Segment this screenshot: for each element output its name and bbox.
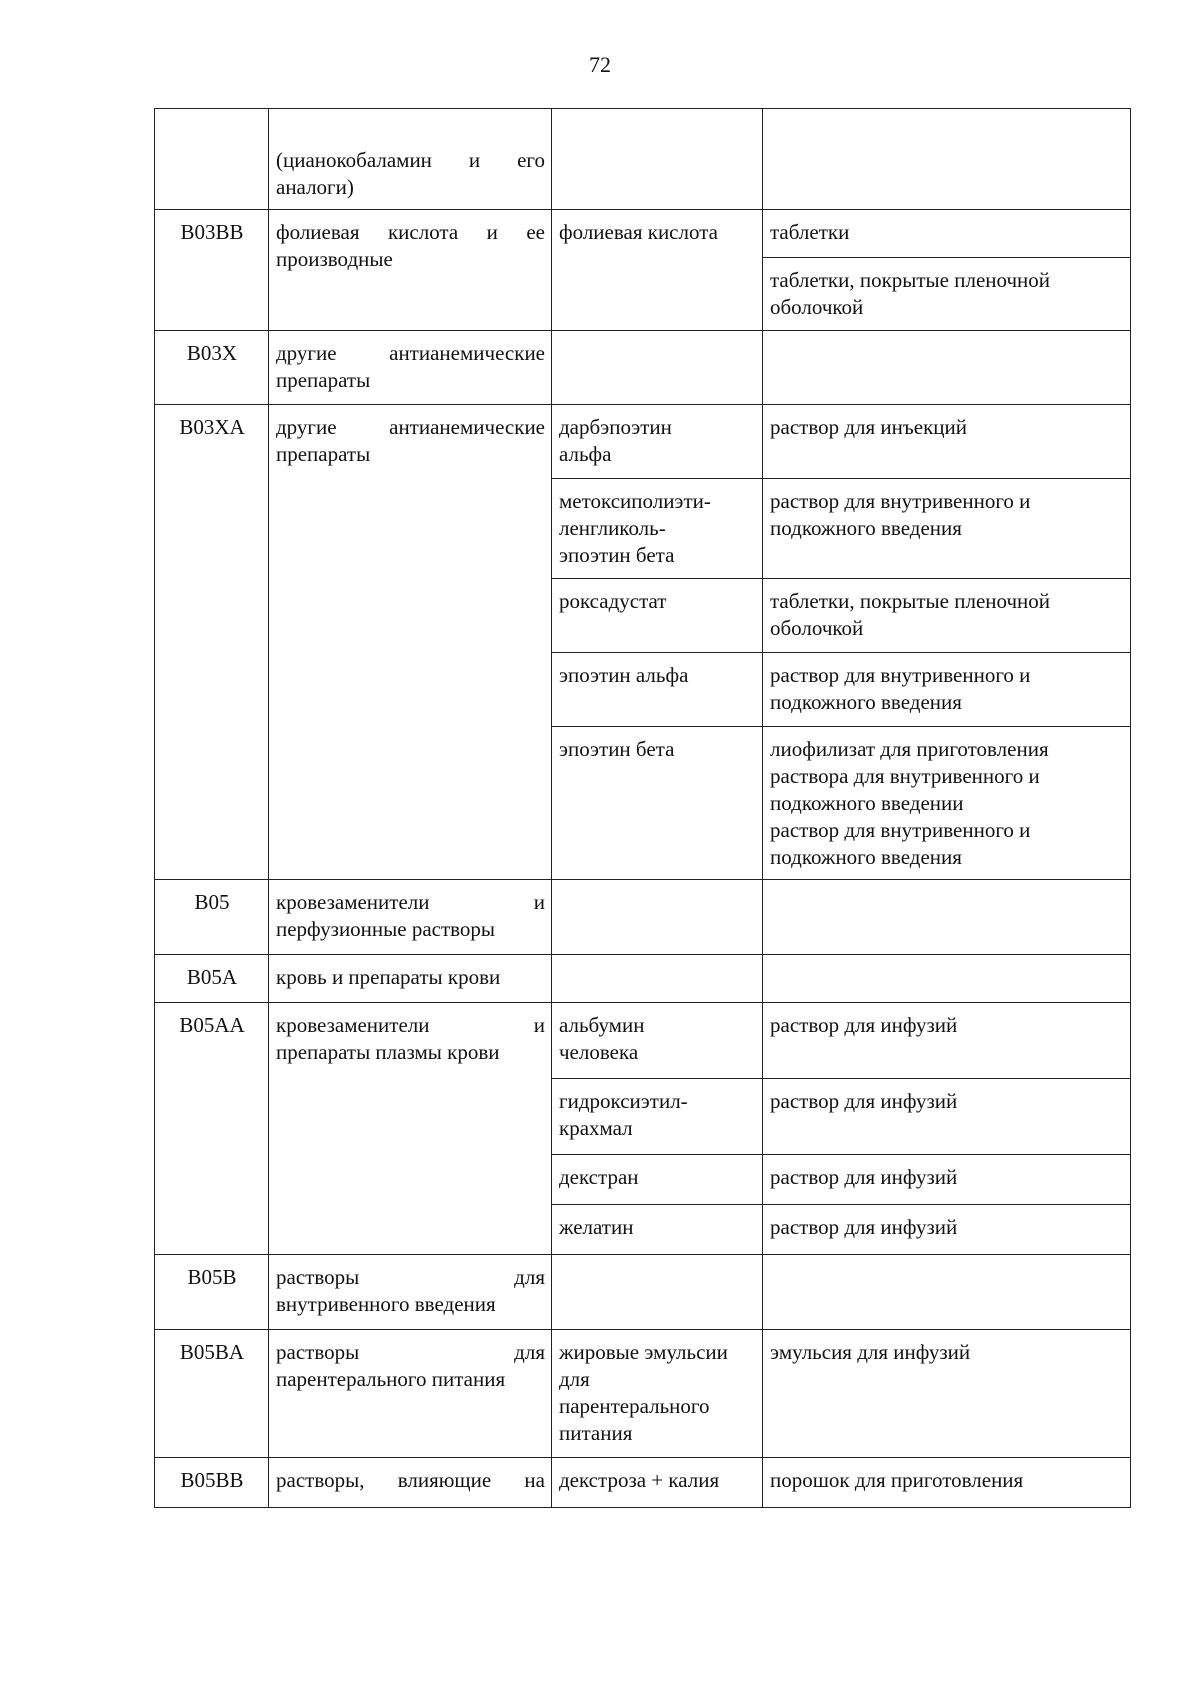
group-name-line: растворы для bbox=[276, 1340, 545, 1364]
drug-line: дарбэпоэтин bbox=[559, 415, 672, 439]
drug-line: метоксиполиэти- bbox=[559, 489, 711, 513]
drug-line: декстран bbox=[559, 1165, 639, 1189]
group-name-line: препараты bbox=[276, 442, 371, 466]
atc-code-cell: B05A bbox=[155, 955, 269, 1003]
atc-code-cell: B05 bbox=[155, 880, 269, 955]
form-cell bbox=[763, 109, 1131, 210]
group-name-line: внутривенного введения bbox=[276, 1292, 496, 1316]
drug-line: альбумин bbox=[559, 1013, 645, 1037]
form-cell bbox=[763, 405, 1131, 479]
table-row bbox=[155, 109, 1131, 210]
group-name-line: кровезаменители и bbox=[276, 1013, 545, 1037]
group-name-line: кровь и препараты крови bbox=[276, 965, 501, 989]
table-row bbox=[155, 1255, 1131, 1330]
group-name-line: перфузионные растворы bbox=[276, 917, 496, 941]
drug-table bbox=[154, 108, 1131, 1508]
drug-cell: фолиевая кислота bbox=[552, 210, 763, 331]
form-line: таблетки, покрытые пленочной bbox=[770, 589, 1051, 613]
group-name-line: препараты плазмы крови bbox=[276, 1040, 500, 1064]
drug-cell bbox=[552, 1003, 763, 1079]
atc-code-cell: B05BA bbox=[155, 1330, 269, 1458]
drug-cell bbox=[552, 1330, 763, 1458]
table-row bbox=[155, 405, 1131, 479]
drug-cell bbox=[552, 1079, 763, 1155]
form-cell bbox=[763, 1079, 1131, 1155]
form-line: подкожного введения bbox=[770, 845, 962, 869]
drug-line: человека bbox=[559, 1040, 639, 1064]
atc-code-cell: B05BB bbox=[155, 1458, 269, 1508]
group-name-line: другие антианемические bbox=[276, 341, 545, 365]
drug-line: альфа bbox=[559, 442, 612, 466]
group-name-line: растворы для bbox=[276, 1265, 545, 1289]
group-name-line: кровезаменители и bbox=[276, 890, 545, 914]
group-name-line: растворы, влияющие на bbox=[276, 1468, 545, 1492]
drug-line: для bbox=[559, 1367, 590, 1391]
form-cell bbox=[763, 479, 1131, 579]
group-name-cell bbox=[269, 109, 552, 210]
group-name-cell bbox=[269, 1330, 552, 1458]
form-cell bbox=[763, 880, 1131, 955]
form-line: подкожного введении bbox=[770, 791, 964, 815]
drug-cell bbox=[552, 880, 763, 955]
drug-cell bbox=[552, 331, 763, 405]
group-name-cell bbox=[269, 405, 552, 880]
table-row bbox=[155, 880, 1131, 955]
group-name-line: другие антианемические bbox=[276, 415, 545, 439]
drug-line: эпоэтин бета bbox=[559, 737, 675, 761]
form-line: оболочкой bbox=[770, 616, 864, 640]
drug-cell bbox=[552, 653, 763, 727]
form-line: лиофилизат для приготовления bbox=[770, 737, 1049, 761]
drug-cell bbox=[552, 109, 763, 210]
form-cell bbox=[763, 727, 1131, 880]
drug-line: жировые эмульсии bbox=[559, 1340, 728, 1364]
table-row bbox=[155, 331, 1131, 405]
drug-line: ленгликоль- bbox=[559, 516, 666, 540]
table-row bbox=[155, 1330, 1131, 1458]
group-name-cell bbox=[269, 880, 552, 955]
page-number: 72 bbox=[589, 52, 611, 77]
form-line: раствор для инъекций bbox=[770, 415, 967, 439]
drug-cell bbox=[552, 1458, 763, 1508]
drug-cell bbox=[552, 579, 763, 653]
drug-line: крахмал bbox=[559, 1116, 633, 1140]
atc-code-cell: B05B bbox=[155, 1255, 269, 1330]
drug-cell bbox=[552, 1205, 763, 1255]
form-cell bbox=[763, 1330, 1131, 1458]
group-name-cell bbox=[269, 1458, 552, 1508]
form-line: подкожного введения bbox=[770, 690, 962, 714]
drug-cell bbox=[552, 1255, 763, 1330]
group-name-cell bbox=[269, 955, 552, 1003]
form-cell bbox=[763, 1255, 1131, 1330]
group-name-cell bbox=[269, 331, 552, 405]
form-cell bbox=[763, 1458, 1131, 1508]
form-line: раствор для инфузий bbox=[770, 1013, 958, 1037]
group-name-line: производные bbox=[276, 247, 393, 271]
form-cell: таблетки, покрытые пленочной оболочкой bbox=[763, 258, 1131, 331]
atc-code-cell: B03XA bbox=[155, 405, 269, 880]
drug-line: парентерального bbox=[559, 1394, 710, 1418]
form-cell bbox=[763, 955, 1131, 1003]
group-name-cell bbox=[269, 1003, 552, 1255]
form-cell: таблетки bbox=[763, 210, 1131, 258]
drug-line: желатин bbox=[559, 1215, 634, 1239]
group-name-line: фолиевая кислота и ее bbox=[276, 220, 545, 244]
form-cell bbox=[763, 331, 1131, 405]
form-line: эмульсия для инфузий bbox=[770, 1340, 971, 1364]
form-line: раствор для внутривенного и bbox=[770, 489, 1031, 513]
drug-line: декстроза + калия bbox=[559, 1468, 720, 1492]
form-line: порошок для приготовления bbox=[770, 1468, 1024, 1492]
group-name-line: парентерального питания bbox=[276, 1367, 506, 1391]
form-line: раствор для инфузий bbox=[770, 1089, 958, 1113]
atc-code-cell: B03X bbox=[155, 331, 269, 405]
drug-cell bbox=[552, 405, 763, 479]
group-name-line: аналоги) bbox=[276, 175, 354, 199]
group-name-cell bbox=[269, 210, 552, 331]
atc-code-cell: B05AA bbox=[155, 1003, 269, 1255]
table-row bbox=[155, 1458, 1131, 1508]
drug-line: питания bbox=[559, 1421, 633, 1445]
form-cell bbox=[763, 1205, 1131, 1255]
group-name-cell bbox=[269, 1255, 552, 1330]
form-cell bbox=[763, 579, 1131, 653]
table-row bbox=[155, 1003, 1131, 1079]
form-line: раствора для внутривенного и bbox=[770, 764, 1040, 788]
form-cell bbox=[763, 653, 1131, 727]
drug-line: эпоэтин бета bbox=[559, 543, 675, 567]
group-name-line: (цианокобаламин и его bbox=[276, 148, 545, 172]
atc-code-cell bbox=[155, 109, 269, 210]
form-line: раствор для инфузий bbox=[770, 1165, 958, 1189]
drug-line: роксадустат bbox=[559, 589, 667, 613]
drug-cell bbox=[552, 727, 763, 880]
form-line: раствор для инфузий bbox=[770, 1215, 958, 1239]
drug-line: эпоэтин альфа bbox=[559, 663, 689, 687]
form-line: раствор для внутривенного и bbox=[770, 818, 1031, 842]
table-row bbox=[155, 210, 1131, 258]
drug-cell bbox=[552, 1155, 763, 1205]
form-line: раствор для внутривенного и bbox=[770, 663, 1031, 687]
table-row bbox=[155, 955, 1131, 1003]
form-cell bbox=[763, 1155, 1131, 1205]
drug-cell bbox=[552, 479, 763, 579]
form-line: подкожного введения bbox=[770, 516, 962, 540]
form-cell bbox=[763, 1003, 1131, 1079]
drug-line: гидроксиэтил- bbox=[559, 1089, 688, 1113]
drug-cell bbox=[552, 955, 763, 1003]
atc-code-cell: B03BB bbox=[155, 210, 269, 331]
group-name-line: препараты bbox=[276, 368, 371, 392]
